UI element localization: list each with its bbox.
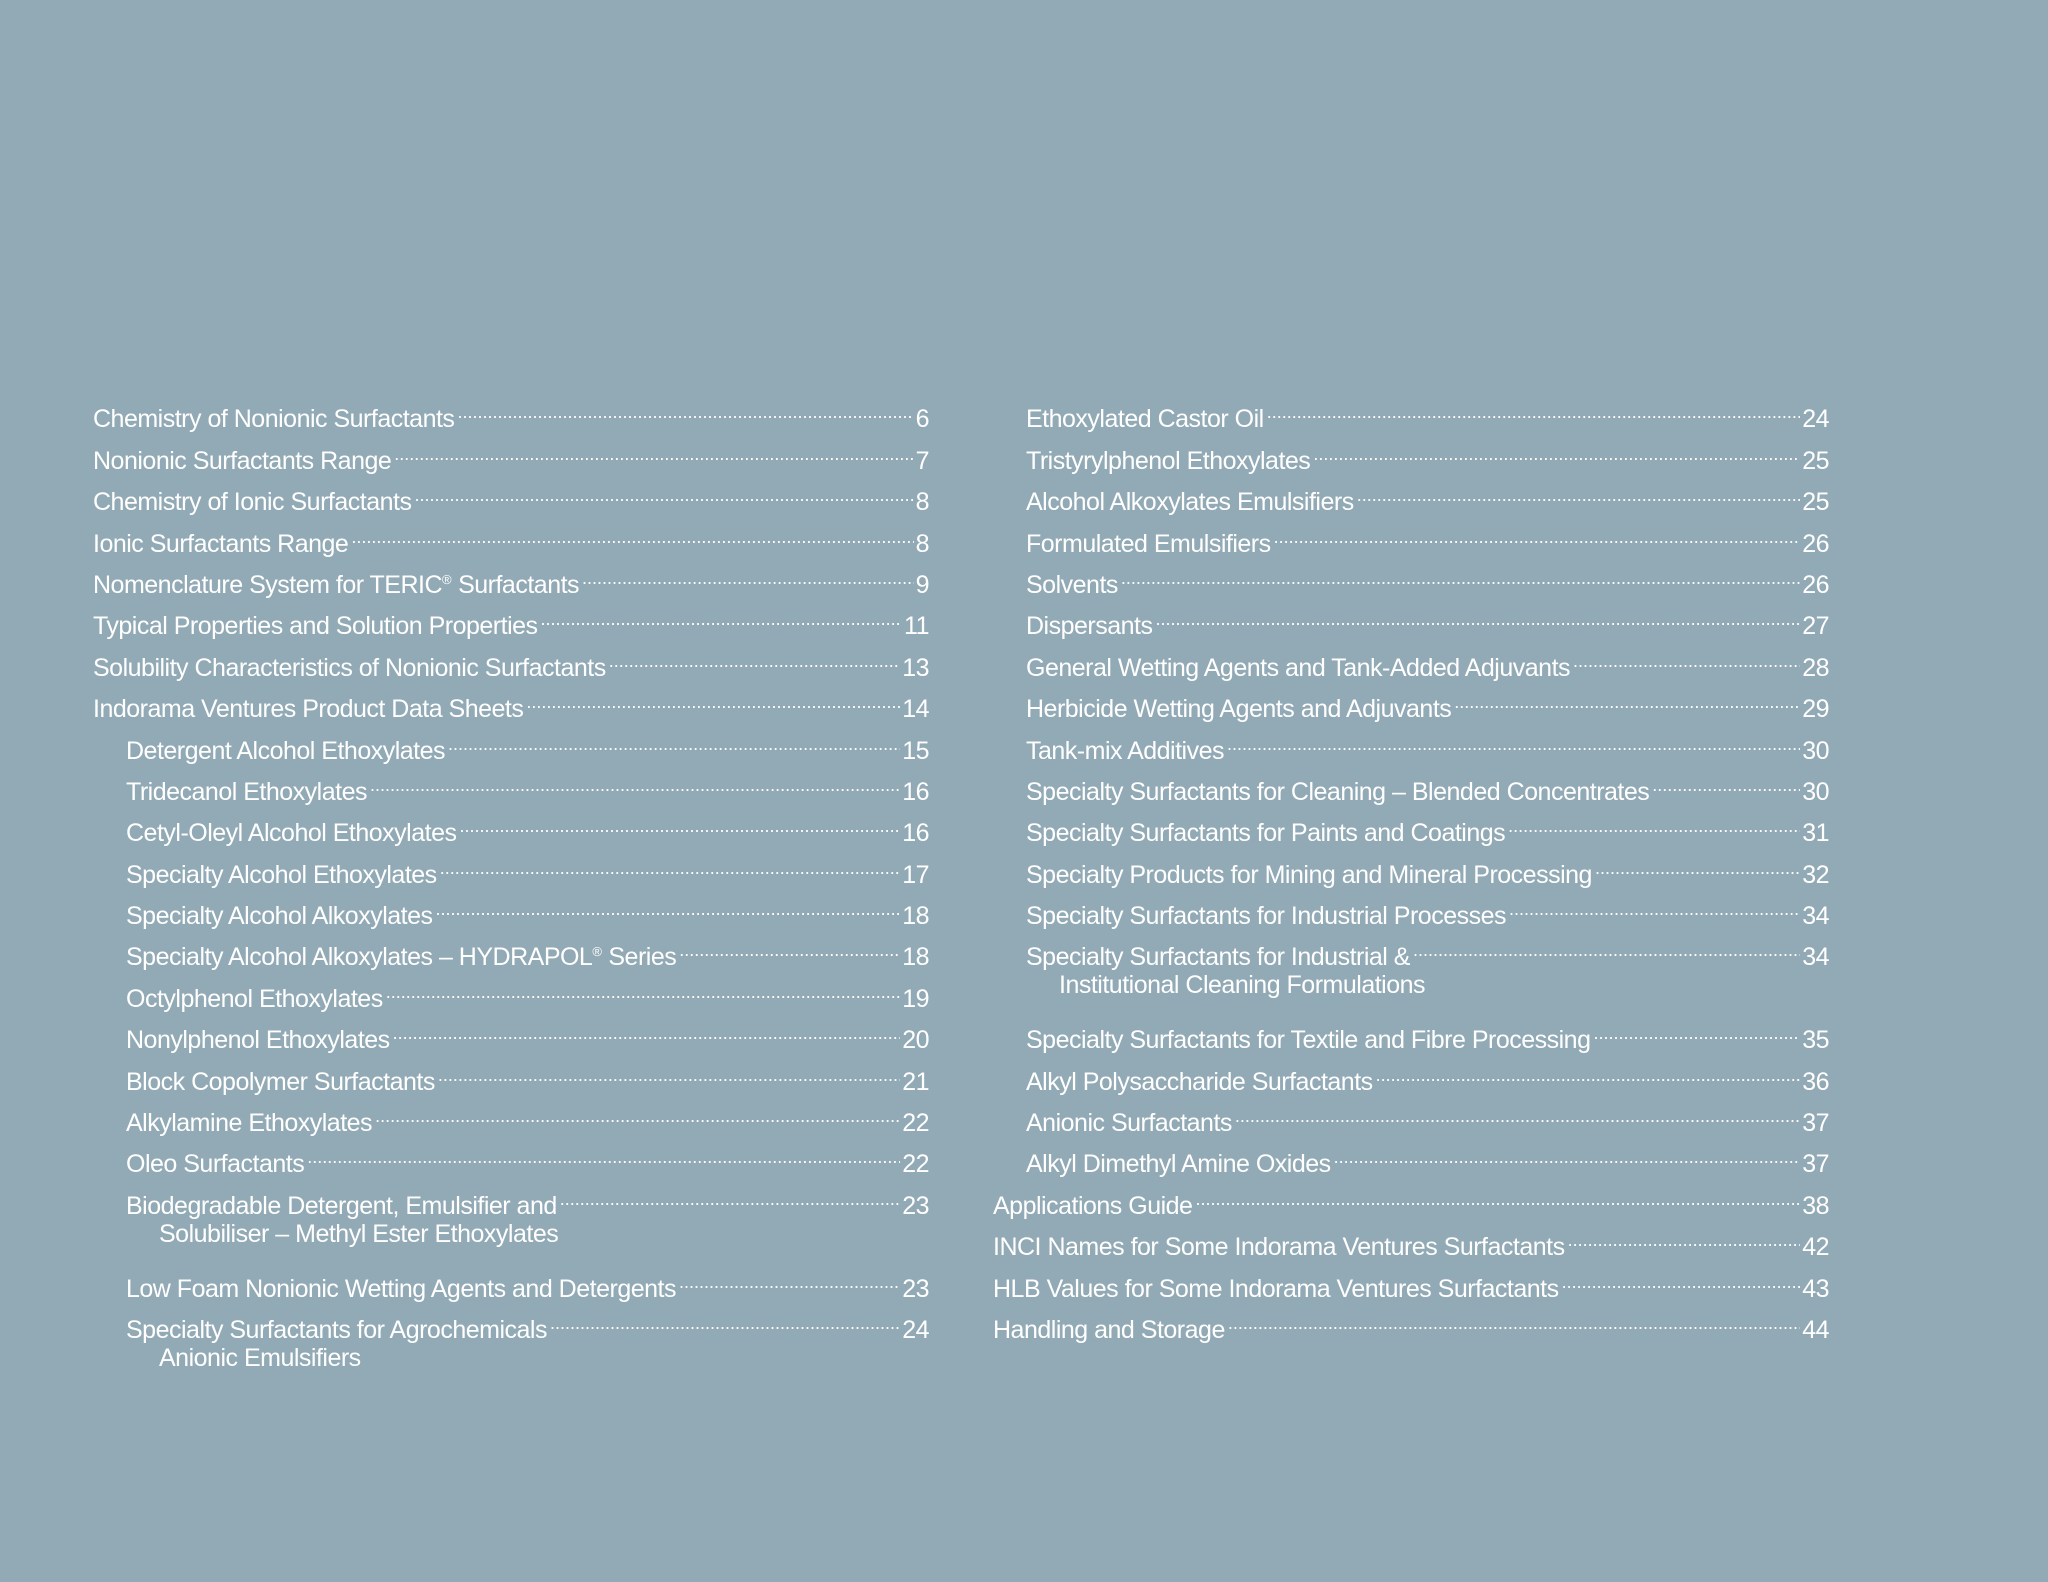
toc-entry-title-text: Biodegradable Detergent, Emulsifier and: [126, 1191, 557, 1220]
toc-entry[interactable]: [993, 717, 1829, 765]
toc-entry-title-suffix: Surfactants: [451, 570, 580, 599]
toc-entry-page-number: 36: [1802, 1067, 1829, 1096]
toc-entry-title-text: Herbicide Wetting Agents and Adjuvants: [1026, 695, 1452, 724]
toc-entry-continuation: [993, 965, 1829, 1006]
toc-entry-title-text: Tank-mix Additives: [1026, 736, 1225, 765]
toc-entry-page-number: 22: [902, 1109, 929, 1138]
toc-entry-page-number: 31: [1802, 819, 1829, 848]
toc-entry-title-text: Detergent Alcohol Ethoxylates: [126, 736, 446, 765]
toc-entry-title-text: Nomenclature System for TERIC: [93, 570, 443, 599]
toc-entry-page-number: 19: [902, 984, 929, 1013]
toc-entry-page-number: 24: [1802, 405, 1829, 434]
toc-entry-title-text: Nonionic Surfactants Range: [93, 446, 392, 475]
toc-entry-page-number: 34: [1802, 902, 1829, 931]
toc-entry-page-number: 21: [902, 1067, 929, 1096]
dot-leader: [1357, 469, 1800, 510]
toc-entry-line: [993, 1297, 1829, 1352]
toc-entry-title-text: Specialty Surfactants for Industrial Processes: [1026, 902, 1507, 931]
toc-entry-page-number: 8: [915, 529, 929, 558]
toc-entry-page-number: 23: [902, 1274, 929, 1303]
toc-entry-title: [993, 1310, 1228, 1351]
dot-leader: [1195, 1172, 1800, 1213]
toc-entry[interactable]: [993, 759, 1829, 806]
toc-entry[interactable]: [93, 717, 929, 765]
toc-entry-page-number: 7: [915, 446, 929, 475]
toc-entry-continuation: [93, 1338, 929, 1379]
toc-entry[interactable]: [93, 1172, 929, 1220]
toc-entry[interactable]: [93, 965, 929, 1013]
dot-leader: [438, 1048, 900, 1089]
toc-entry-title-text: Handling and Storage: [993, 1315, 1225, 1344]
toc-entry-page-number: 37: [1802, 1109, 1829, 1138]
dot-leader: [582, 552, 914, 593]
toc-entry-page-number: 44: [1802, 1315, 1829, 1344]
dot-leader: [375, 1090, 900, 1131]
toc-entry-title-text: Specialty Surfactants for Cleaning – Blended Concentrates: [1026, 777, 1650, 806]
toc-entry[interactable]: [93, 1255, 929, 1303]
toc-entry-title-text: Cetyl-Oleyl Alcohol Ethoxylates: [126, 819, 457, 848]
dot-leader: [393, 1007, 901, 1048]
toc-entry-page-number: 11: [904, 612, 929, 641]
toc-entry[interactable]: [93, 924, 929, 972]
toc-entry[interactable]: [993, 1131, 1829, 1179]
toc-entry[interactable]: [993, 634, 1829, 682]
dot-leader: [526, 676, 900, 717]
dot-leader: [1562, 1255, 1801, 1296]
toc-entry-title-text: Solvents: [1026, 570, 1118, 599]
toc-entry[interactable]: [993, 1172, 1829, 1220]
toc-entry-page-number: 37: [1802, 1150, 1829, 1179]
dot-leader: [1595, 841, 1800, 882]
dot-leader: [1267, 386, 1800, 427]
toc-entry-continuation-text: Solubiliser – Methyl Ester Ethoxylates: [159, 1219, 559, 1248]
toc-entry-title-text: Specialty Surfactants for Agrochemicals: [126, 1315, 547, 1344]
registered-mark: ®: [592, 944, 602, 960]
toc-entry[interactable]: [993, 800, 1829, 848]
toc-entry-page-number: 9: [915, 570, 929, 599]
dot-leader: [457, 386, 913, 427]
toc-entry-page-number: 16: [902, 777, 929, 806]
toc-entry-title-text: Indorama Ventures Product Data Sheets: [93, 695, 524, 724]
toc-entry[interactable]: [993, 1255, 1829, 1303]
toc-entry-title-text: Oleo Surfactants: [126, 1150, 305, 1179]
toc-entry-page-number: 14: [902, 695, 929, 724]
toc-entry[interactable]: [993, 593, 1829, 641]
dot-leader: [1121, 552, 1800, 593]
toc-entry-title-text: Low Foam Nonionic Wetting Agents and Detergents: [126, 1274, 676, 1303]
toc-entry[interactable]: [993, 841, 1829, 889]
toc-entry[interactable]: [93, 1131, 929, 1179]
toc-entry-title-text: Chemistry of Ionic Surfactants: [93, 488, 412, 517]
toc-entry[interactable]: [93, 634, 929, 682]
dot-leader: [1313, 427, 1800, 468]
toc-entry-page-number: 16: [902, 819, 929, 848]
dot-leader: [560, 1172, 900, 1213]
dot-leader: [550, 1297, 900, 1338]
toc-entry-continuation-text: Anionic Emulsifiers: [159, 1343, 361, 1372]
toc-entry-title-text: Ethoxylated Castor Oil: [1026, 405, 1264, 434]
toc-entry-title-text: Alkylamine Ethoxylates: [126, 1109, 373, 1138]
dot-leader: [370, 759, 900, 800]
toc-entry-page-number: 27: [1802, 612, 1829, 641]
toc-entry-title-text: Specialty Alcohol Ethoxylates: [126, 860, 437, 889]
toc-entry-continuation-text: Institutional Cleaning Formulations: [1059, 971, 1426, 1000]
toc-entry[interactable]: [93, 759, 929, 806]
toc-entry-page-number: 30: [1802, 777, 1829, 806]
toc-entry-title-text: Specialty Surfactants for Industrial &: [1026, 943, 1410, 972]
toc-entry[interactable]: [993, 676, 1829, 724]
toc-entry[interactable]: [993, 1297, 1829, 1344]
toc-entry-page-number: 13: [902, 653, 929, 682]
toc-entry-title-text: Octylphenol Ethoxylates: [126, 984, 383, 1013]
toc-entry-page-number: 30: [1802, 736, 1829, 765]
toc-entry-page-number: 29: [1802, 695, 1829, 724]
toc-entry[interactable]: [93, 593, 929, 641]
dot-leader: [1227, 717, 1800, 758]
toc-entry[interactable]: [93, 1090, 929, 1138]
toc-entry-title-text: Tristyrylphenol Ethoxylates: [1026, 446, 1311, 475]
toc-entry-page-number: 15: [902, 736, 929, 765]
dot-leader: [1454, 676, 1800, 717]
dot-leader: [440, 841, 901, 882]
toc-entry-title-text: Alcohol Alkoxylates Emulsifiers: [1026, 488, 1354, 517]
dot-leader: [1652, 759, 1800, 800]
toc-entry[interactable]: [993, 1048, 1829, 1096]
toc-entry-continuation: [93, 1214, 929, 1255]
toc-entry-page-number: 35: [1802, 1026, 1829, 1055]
dot-leader: [1376, 1048, 1801, 1089]
toc-entry[interactable]: [993, 1007, 1829, 1055]
dot-leader: [1594, 1007, 1801, 1048]
toc-entry-title-text: Specialty Products for Mining and Mineral Processing: [1026, 860, 1592, 889]
toc-entry-title-text: Applications Guide: [993, 1191, 1193, 1220]
toc-entry[interactable]: [93, 469, 929, 517]
dot-leader: [1509, 883, 1800, 924]
dot-leader: [1413, 924, 1800, 965]
dot-leader: [351, 510, 913, 551]
dot-leader: [1228, 1297, 1800, 1338]
toc-entry-page-number: 22: [902, 1150, 929, 1179]
toc-entry-page-number: 18: [902, 902, 929, 931]
toc-entry[interactable]: [93, 510, 929, 558]
toc-entry-title-text: Specialty Alcohol Alkoxylates: [126, 902, 433, 931]
dot-leader: [414, 469, 913, 510]
toc-entry-title-suffix: Series: [601, 943, 677, 972]
toc-entry[interactable]: [993, 427, 1829, 475]
toc-entry-title-text: Block Copolymer Surfactants: [126, 1067, 435, 1096]
dot-leader: [307, 1131, 900, 1172]
toc-entry-title-text: Chemistry of Nonionic Surfactants: [93, 405, 455, 434]
toc-column-right: [993, 386, 1829, 1344]
toc-entry-page-number: 26: [1802, 570, 1829, 599]
toc-entry[interactable]: [993, 469, 1829, 517]
toc-entry-page-number: 25: [1802, 446, 1829, 475]
toc-entry-page-number: 24: [902, 1315, 929, 1344]
dot-leader: [1274, 510, 1801, 551]
toc-entry[interactable]: [93, 1297, 929, 1344]
dot-leader: [1568, 1214, 1801, 1255]
dot-leader: [1573, 634, 1800, 675]
toc-entry-page-number: 20: [902, 1026, 929, 1055]
toc-entry[interactable]: [93, 427, 929, 475]
toc-entry-page-number: 32: [1802, 860, 1829, 889]
toc-entry-page-number: 34: [1802, 943, 1829, 972]
toc-entry-title-text: Anionic Surfactants: [1026, 1109, 1232, 1138]
toc-entry[interactable]: [93, 552, 929, 599]
toc-entry-page-number: 42: [1802, 1233, 1829, 1262]
toc-entry-title-text: Tridecanol Ethoxylates: [126, 777, 367, 806]
toc-entry-page-number: 17: [902, 860, 929, 889]
dot-leader: [679, 924, 900, 965]
toc-entry[interactable]: [993, 1090, 1829, 1138]
toc-entry-title-text: Alkyl Dimethyl Amine Oxides: [1026, 1150, 1331, 1179]
toc-entry-title-text: Specialty Alcohol Alkoxylates – HYDRAPOL: [126, 943, 593, 972]
toc-entry-title-text: Typical Properties and Solution Properties: [93, 612, 538, 641]
toc-entry-title-text: Dispersants: [1026, 612, 1153, 641]
toc-entry-title-text: Specialty Surfactants for Paints and Coatings: [1026, 819, 1506, 848]
toc-column-left: [93, 386, 929, 1379]
toc-entry[interactable]: [993, 924, 1829, 972]
toc-entry-title-text: General Wetting Agents and Tank-Added Adjuvants: [1026, 653, 1571, 682]
toc-entry[interactable]: [93, 386, 929, 434]
toc-entry[interactable]: [93, 800, 929, 848]
toc-entry[interactable]: [93, 1007, 929, 1055]
toc-entry-title-text: INCI Names for Some Indorama Ventures Surfactants: [993, 1233, 1565, 1262]
toc-entry-page-number: 26: [1802, 529, 1829, 558]
dot-leader: [386, 965, 900, 1006]
registered-mark: ®: [442, 571, 452, 587]
toc-entry-page-number: 38: [1802, 1191, 1829, 1220]
dot-leader: [1508, 800, 1800, 841]
toc-entry-title-text: Alkyl Polysaccharide Surfactants: [1026, 1067, 1373, 1096]
toc-entry-page-number: 43: [1802, 1274, 1829, 1303]
toc-entry-title-text: Solubility Characteristics of Nonionic Surfactants: [93, 653, 606, 682]
toc-entry-page-number: 8: [915, 488, 929, 517]
toc-entry-title-text: Ionic Surfactants Range: [93, 529, 349, 558]
dot-leader: [436, 883, 901, 924]
toc-entry[interactable]: [93, 883, 929, 931]
toc-entry-title-text: HLB Values for Some Indorama Ventures Surfactants: [993, 1274, 1559, 1303]
toc-entry-page-number: 6: [915, 405, 929, 434]
toc-entry-page-number: 23: [902, 1191, 929, 1220]
dot-leader: [394, 427, 913, 468]
toc-entry-title-text: Nonylphenol Ethoxylates: [126, 1026, 390, 1055]
toc-entry-title-text: Formulated Emulsifiers: [1026, 529, 1271, 558]
dot-leader: [679, 1255, 900, 1296]
dot-leader: [541, 593, 903, 634]
dot-leader: [1156, 593, 1801, 634]
toc-entry[interactable]: [993, 510, 1829, 558]
dot-leader: [1235, 1090, 1800, 1131]
toc-entry[interactable]: [993, 386, 1829, 434]
toc-entry-page-number: 18: [902, 943, 929, 972]
toc-entry[interactable]: [993, 1214, 1829, 1262]
toc-entry[interactable]: [993, 552, 1829, 599]
dot-leader: [459, 800, 900, 841]
toc-entry-page-number: 25: [1802, 488, 1829, 517]
toc-entry-title-text: Specialty Surfactants for Textile and Fibre Processing: [1026, 1026, 1591, 1055]
toc-entry[interactable]: [93, 1048, 929, 1096]
toc-entry[interactable]: [93, 676, 929, 724]
dot-leader: [448, 717, 900, 758]
toc-entry[interactable]: [993, 883, 1829, 931]
toc-entry[interactable]: [93, 841, 929, 889]
dot-leader: [1334, 1131, 1801, 1172]
dot-leader: [609, 634, 900, 675]
toc-entry-page-number: 28: [1802, 653, 1829, 682]
